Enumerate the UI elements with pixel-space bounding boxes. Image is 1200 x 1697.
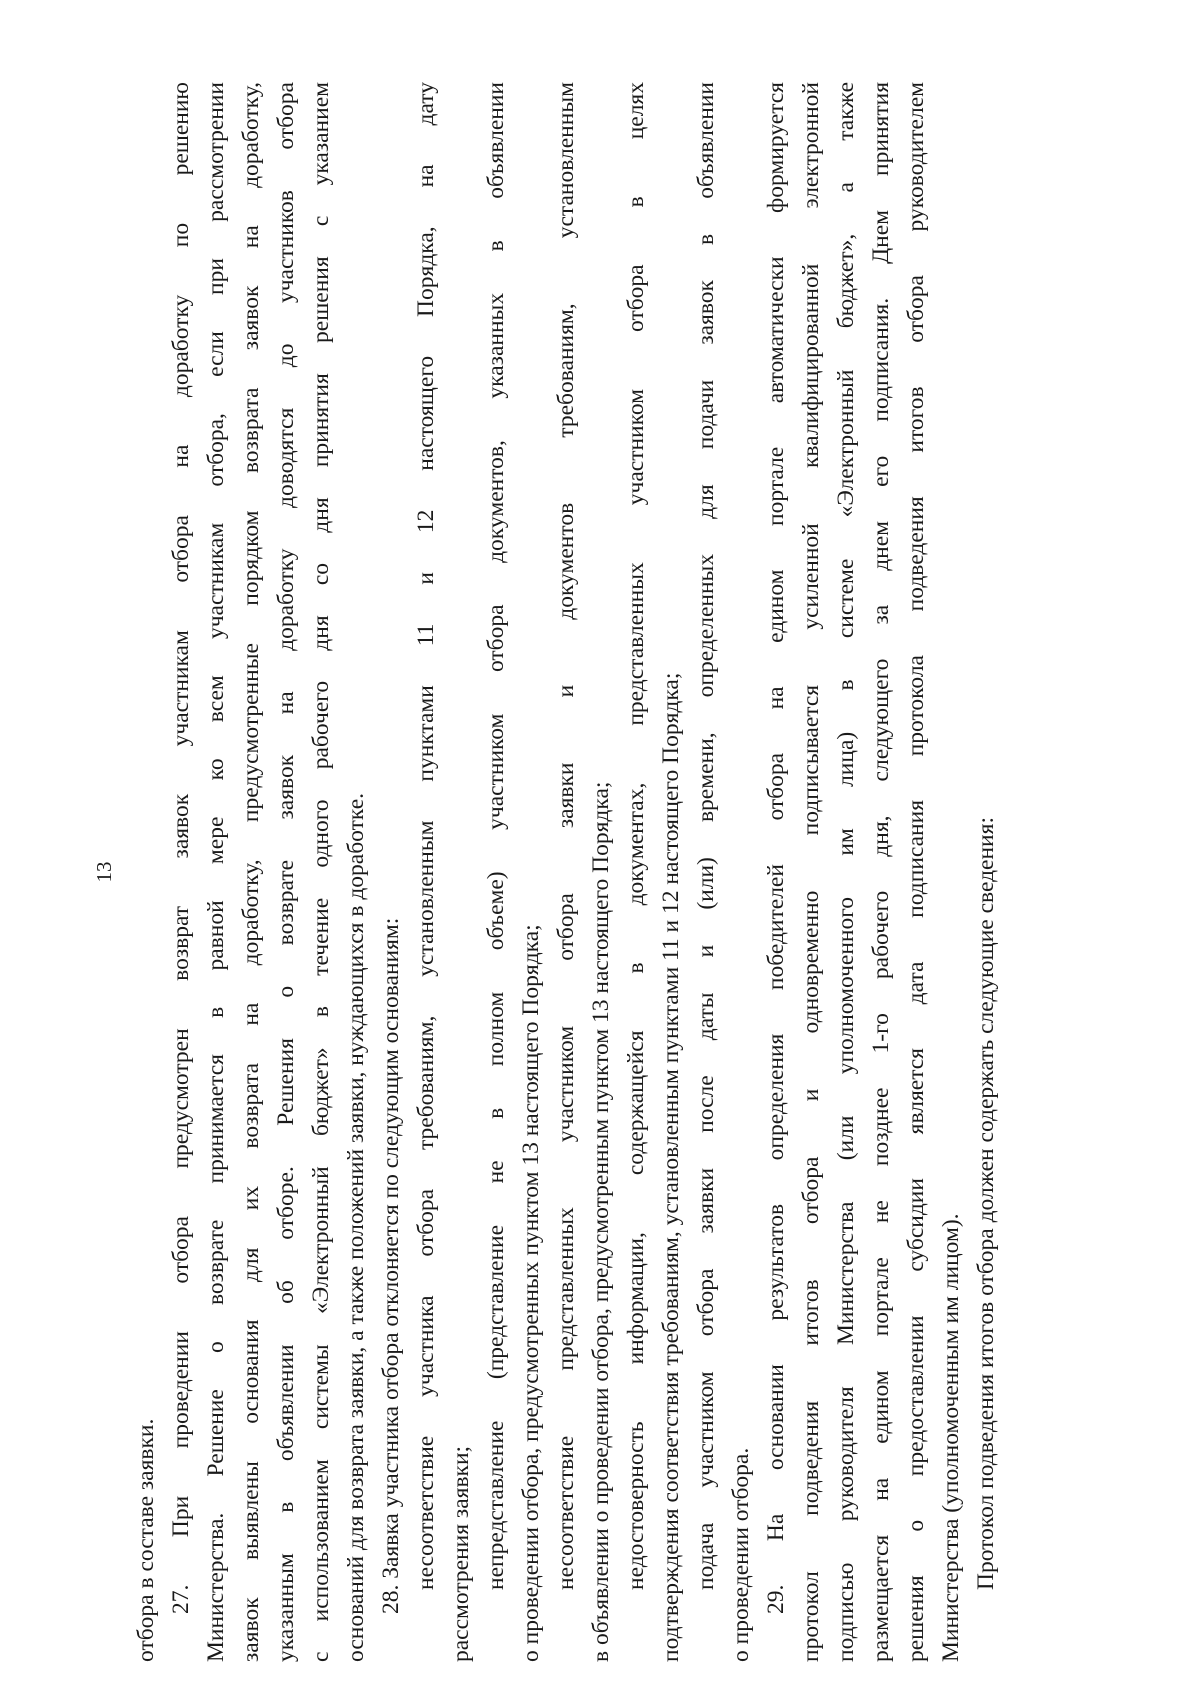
text-line: размещается на едином портале не позднее 1-го рабочего дня, следующего за днем его подписания. Днем принятия: [868, 82, 894, 1662]
text-line: 28. Заявка участника отбора отклоняется по следующим основаниям:: [378, 917, 404, 1614]
text-line: 29. На основании результатов определения победителей отбора на едином портале автоматически формируется: [763, 82, 789, 1614]
text-line: недостоверность информации, содержащейся в документах, представленных участником отбора в целях: [623, 82, 649, 1590]
text-line: заявок выявлены основания для их возврата на доработку, предусмотренные порядком возврата заявок на доработку,: [238, 82, 264, 1662]
text-line: решения о предоставлении субсидии является дата подписания протокола подведения итогов отбора руководителем: [903, 82, 929, 1662]
text-line: рассмотрения заявки;: [448, 1445, 474, 1662]
text-line: несоответствие участника отбора требованиям, установленным пунктами 11 и 12 настоящего Порядка, на дату: [413, 82, 439, 1590]
document-body: [129, 82, 1004, 1662]
text-line: Протокол подведения итогов отбора должен содержать следующие сведения:: [973, 817, 999, 1590]
text-line: протокол подведения итогов отбора и одновременно подписывается усиленной квалифицированной электронной: [798, 82, 824, 1662]
page-number: 13: [92, 861, 116, 883]
text-line: подписью руководителя Министерства (или уполномоченного им лица) в системе «Электронный бюджет», а также: [833, 82, 859, 1662]
text-line: несоответствие представленных участником отбора заявки и документов требованиям, установленным: [553, 82, 579, 1590]
rotated-content: [90, 82, 1110, 1662]
text-line: в объявлении о проведении отбора, предусмотренным пунктом 13 настоящего Порядка;: [588, 781, 614, 1662]
text-line: 27. При проведении отбора предусмотрен возврат заявок участникам отбора на доработку по решению: [168, 82, 194, 1614]
text-line: непредставление (представление не в полном объеме) участником отбора документов, указанных в объявлении: [483, 82, 509, 1590]
text-line: отбора в составе заявки.: [133, 1418, 159, 1662]
text-line: подача участником отбора заявки после даты и (или) времени, определенных для подачи заявок в объявлении: [693, 82, 719, 1590]
text-line: о проведении отбора, предусмотренных пунктом 13 настоящего Порядка;: [518, 924, 544, 1662]
text-line: подтверждения соответствия требованиям, установленным пунктами 11 и 12 настоящего Порядка;: [658, 672, 684, 1662]
text-line: указанным в объявлении об отборе. Решения о возврате заявок на доработку доводятся до участников отбора: [273, 82, 299, 1662]
text-line: Министерства. Решение о возврате принимается в равной мере ко всем участникам отбора, если при рассмотрении: [203, 82, 229, 1662]
text-line: о проведении отбора.: [728, 1447, 754, 1662]
text-line: с использованием системы «Электронный бюджет» в течение одного рабочего дня со дня принятия решения с указанием: [308, 82, 334, 1662]
text-line: оснований для возврата заявки, а также положений заявки, нуждающихся в доработке.: [343, 792, 369, 1662]
text-line: Министерства (уполномоченным им лицом).: [938, 1213, 964, 1662]
